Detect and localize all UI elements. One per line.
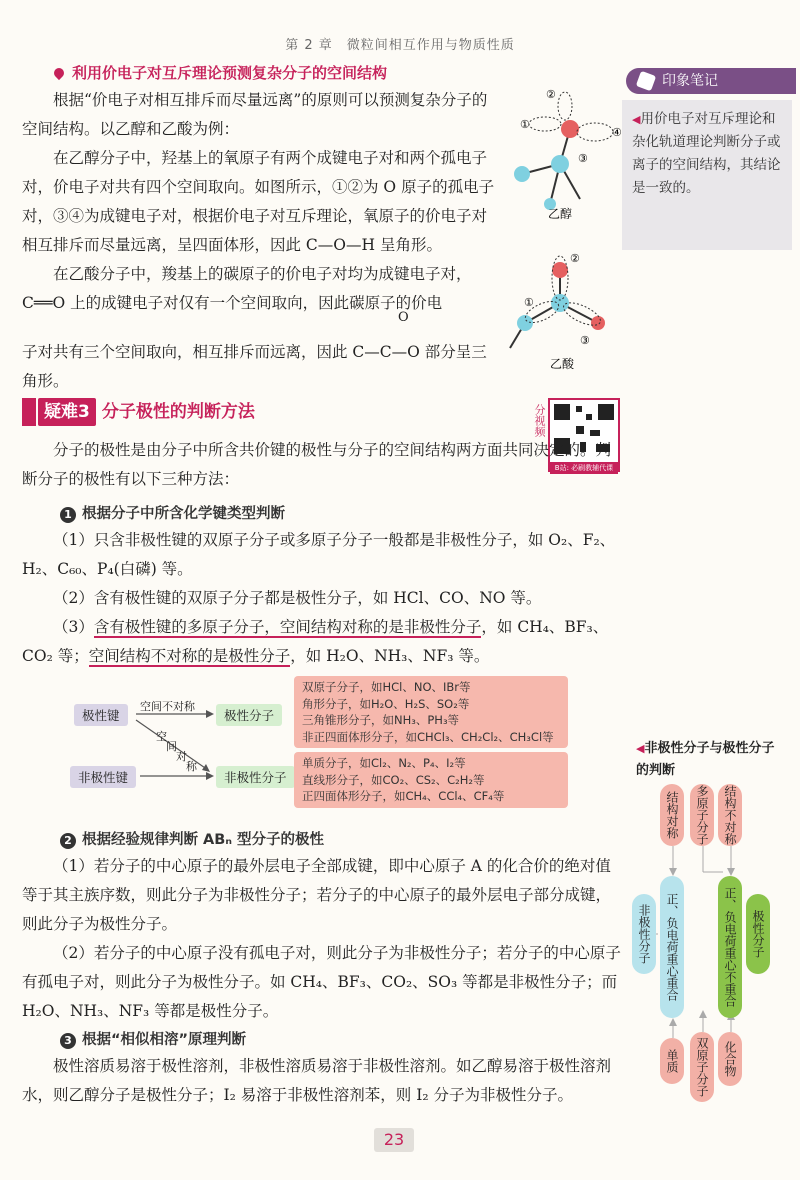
example-line: 三角锥形分子，如NH₃、PH₃等 — [302, 713, 460, 727]
side-mid-item: 极性分子 — [746, 894, 770, 974]
flow-arrows — [70, 676, 310, 810]
section-title — [54, 62, 387, 83]
note-text: 用价电子对互斥理论和杂化轨道理论判断分子或离子的空间结构，其结论是一致的。 — [632, 111, 781, 196]
difficulty-tag: 疑难3 — [38, 398, 96, 426]
paragraph: 在乙醇分子中，羟基上的氧原子有两个成键电子对和两个孤电子对，价电子对共有四个空间取向。如图所示，①②为 O 原子的孤电子对，③④为成键电子对，根据价电子对互斥理论，氧原子的价电子对相互排斥而尽量远离，呈四面体形，因此 C—O—H 呈角形。 — [22, 149, 495, 254]
o-atom — [552, 262, 568, 278]
triangle-icon: ◀ — [632, 113, 641, 126]
paragraph: （2）若分子的中心原子没有孤电子对，则此分子为非极性分子；若分子的中心原子有孤电子对，则此分子为极性分子。如 CH₄、BF₃、CO₂、SO₃ 等都是非极性分子；而 H₂O、NH₃、NF₃ 等都是极性分子。 — [22, 944, 621, 1020]
polar-molecule-node: 极性分子 — [216, 704, 282, 726]
note-box — [622, 100, 792, 250]
example-line: 直线形分子，如CO₂、CS₂、C₂H₂等 — [302, 772, 485, 787]
side-chart-caption — [636, 738, 786, 782]
mark-3: ③ — [578, 152, 588, 165]
paragraph-block-2 — [22, 338, 502, 396]
method3-heading — [60, 1028, 246, 1049]
number-badge: 2 — [60, 833, 76, 849]
h-atom — [514, 166, 530, 182]
sidebar-tab — [626, 68, 796, 94]
mark-2: ② — [570, 252, 580, 265]
polarity-side-chart — [628, 784, 798, 1104]
ethanol-label: 乙醇 — [548, 207, 573, 221]
elephant-icon — [636, 71, 657, 92]
example-line: 非正四面体形分子，如CHCl₃、CH₂Cl₂、CH₃Cl等 — [302, 729, 554, 744]
leaf-bullet-icon — [52, 66, 66, 80]
nonpolar-examples-box — [294, 752, 568, 808]
method2-heading — [60, 828, 324, 849]
ethanol-diagram — [500, 84, 630, 224]
example-line: 单质分子，如Cl₂、N₂、P₄、I₂等 — [302, 756, 466, 770]
side-mid-item: 正、负电荷重心重合 — [660, 876, 684, 1018]
lone-pair — [558, 92, 572, 120]
example-line: 正四面体形分子，如CH₄、CCl₄、CF₄等 — [302, 789, 505, 803]
intro-paragraph — [22, 436, 622, 494]
chapter-header: 第 2 章 微粒间相互作用与物质性质 — [285, 38, 515, 53]
paragraph: 在乙酸分子中，羧基上的碳原子的价电子对均为成键电子对，C══O 上的成键电子对仅有一个空间取向，因此碳原子的价电 — [22, 265, 472, 312]
lone-pair — [529, 117, 561, 131]
mark-4: ④ — [612, 126, 622, 139]
caption-text: 非极性分子与极性分子的判断 — [636, 741, 775, 778]
paragraph: （1）若分子的中心原子的最外层电子全部成键，即中心原子 A 的化合价的绝对值等于其主族序数，则此分子为非极性分子；若分子的中心原子的最外层电子部分成键，则此分子为极性分子。 — [22, 857, 612, 933]
paragraph — [22, 613, 632, 671]
mark-1: ① — [524, 296, 534, 309]
method2-body — [22, 852, 622, 1026]
paragraph: 根据“价电子对相互排斥而尽量远离”的原则可以预测复杂分子的空间结构。以乙醇和乙酸为例： — [22, 91, 488, 138]
side-top-item: 结构对称 — [660, 784, 684, 846]
nonpolar-bond-node: 非极性键 — [70, 766, 136, 788]
paragraph: 分子的极性是由分子中所含共价键的极性与分子的空间结构两方面共同决定的。判断分子的极性有以下三种方法： — [22, 441, 612, 488]
bond-pair — [577, 123, 613, 141]
polar-bond-node: 极性键 — [74, 704, 128, 726]
number-badge: 1 — [60, 507, 76, 523]
page-number: 23 — [374, 1128, 414, 1152]
mark-2: ② — [546, 88, 556, 101]
side-mid-item: 非极性分子 — [632, 894, 656, 974]
o-atom — [591, 316, 605, 330]
triangle-icon: ◀ — [636, 742, 645, 755]
sym-char: 间 — [166, 740, 177, 753]
sym-char: 对 — [176, 750, 187, 763]
c-atom — [551, 155, 569, 173]
underlined-text: 含有极性键的多原子分子，空间结构对称的是非极性分子 — [93, 618, 482, 636]
section-title-text: 利用价电子对互斥理论预测复杂分子的空间结构 — [72, 64, 388, 82]
paragraph: （2）含有极性键的双原子分子都是极性分子，如 HCl、CO、NO 等。 — [53, 589, 542, 607]
formula-o: O — [398, 310, 409, 325]
polarity-flow-diagram — [70, 676, 570, 810]
example-line: 角形分子，如H₂O、H₂S、SO₂等 — [302, 696, 470, 711]
method3-title: 根据“相似相溶”原理判断 — [82, 1032, 247, 1048]
side-mid-item: 正、负电荷重心不重合 — [718, 876, 742, 1018]
paragraph: 极性溶质易溶于极性溶剂，非极性溶质易溶于非极性溶剂。如乙醇易溶于极性溶剂水，则乙醇分子是极性分子；I₂ 易溶于非极性溶剂苯，则 I₂ 分子为非极性分子。 — [22, 1057, 612, 1104]
sym-char: 称 — [186, 760, 197, 773]
difficulty-title: 分子极性的判断方法 — [101, 402, 255, 422]
text: ，如 CH₄、BF₃、CO₂ 等； — [22, 618, 609, 665]
text: （3） — [53, 618, 94, 636]
side-top-item: 多原子分子 — [690, 784, 714, 846]
qr-side-label: 分视频 — [533, 404, 546, 437]
acetic-acid-diagram — [500, 248, 630, 372]
side-bottom-item: 双原子分子 — [690, 1032, 714, 1102]
number-badge: 3 — [60, 1033, 76, 1049]
o-atom — [561, 120, 579, 138]
paragraph: （1）只含非极性键的双原子分子或多原子分子一般都是非极性分子，如 O₂、F₂、H₂、C₆₀、P₄(白磷) 等。 — [22, 531, 616, 578]
underlined-text: 空间结构不对称的是极性分子 — [88, 647, 291, 665]
qr-caption: B站: 必刷教辅代课 — [550, 462, 618, 474]
sidebar-tab-label: 印象笔记 — [662, 73, 718, 89]
asym-label: 空间不对称 — [140, 700, 195, 713]
example-line: 双原子分子，如HCl、NO、IBr等 — [302, 680, 471, 694]
polar-examples-box — [294, 676, 568, 748]
side-bottom-item: 单质 — [660, 1038, 684, 1084]
method1-title: 根据分子中所含化学键类型判断 — [82, 506, 285, 522]
paragraph: 子对共有三个空间取向，相互排斥而远离，因此 C—C—O 部分呈三角形。 — [22, 343, 487, 390]
book-icon — [22, 398, 36, 426]
method2-title: 根据经验规律判断 ABₙ 型分子的极性 — [82, 832, 324, 848]
mark-3: ③ — [580, 334, 590, 347]
acetic-label: 乙酸 — [550, 357, 575, 371]
text: ，如 H₂O、NH₃、NF₃ 等。 — [290, 647, 490, 665]
sym-char: 空 — [156, 730, 167, 743]
nonpolar-molecule-node: 非极性分子 — [216, 766, 295, 788]
method1-body — [22, 526, 632, 671]
difficulty-banner — [22, 398, 255, 426]
side-top-item: 结构不对称 — [718, 784, 742, 846]
paragraph-block-1 — [22, 86, 502, 318]
method3-body — [22, 1052, 622, 1110]
method1-heading — [60, 502, 285, 523]
mark-1: ① — [520, 118, 530, 131]
side-bottom-item: 化合物 — [718, 1032, 742, 1086]
